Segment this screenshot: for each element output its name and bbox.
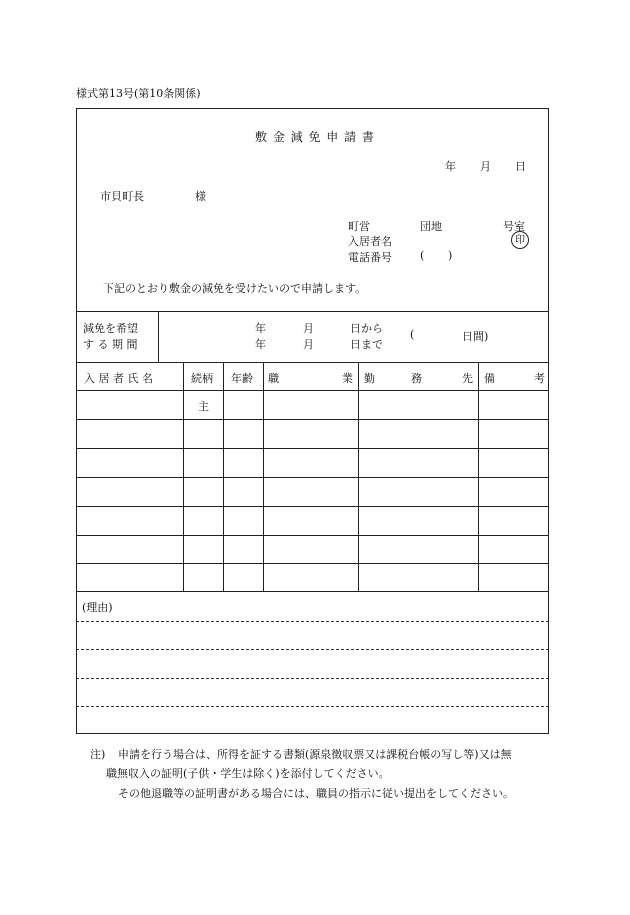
- header-relation: 続柄: [191, 372, 213, 385]
- phone-paren-close: ): [448, 249, 453, 262]
- from-day[interactable]: 日から: [350, 322, 383, 335]
- date-day[interactable]: 日: [515, 160, 526, 173]
- seal-text: 印: [515, 235, 525, 246]
- complex-label: 町営: [348, 220, 370, 233]
- table-col-line: [223, 362, 224, 591]
- to-month[interactable]: 月: [303, 338, 314, 351]
- from-month[interactable]: 月: [303, 322, 314, 335]
- room-label: 号室: [503, 220, 525, 233]
- reason-line[interactable]: [76, 621, 549, 622]
- addressee-sama: 様: [195, 190, 206, 203]
- reason-line[interactable]: [76, 649, 549, 650]
- period-label-2: す る 期 間: [83, 338, 138, 351]
- form-title: 敷 金 減 免 申 請 書: [255, 130, 375, 144]
- table-col-line: [263, 362, 264, 591]
- header-age: 年齢: [231, 372, 253, 385]
- to-day[interactable]: 日まで: [350, 338, 383, 351]
- period-divider: [158, 311, 159, 362]
- notes-prefix: 注): [90, 748, 106, 761]
- phone-paren-open: (: [420, 249, 425, 262]
- request-text: 下記のとおり敷金の減免を受けたいので申請します。: [103, 282, 367, 295]
- reason-line[interactable]: [76, 678, 549, 679]
- days-label: 日間): [462, 330, 489, 343]
- notes-line-2: 職無収入の証明(子供・学生は除く)を添付してください。: [106, 767, 390, 780]
- table-col-line: [183, 362, 184, 591]
- date-year[interactable]: 年: [445, 160, 456, 173]
- period-label-1: 減免を希望: [83, 322, 138, 335]
- notes-line-1: 申請を行う場合は、所得を証する書類(源泉徴収票又は課税台帳の写し等)又は無: [118, 748, 512, 761]
- phone-label: 電話番号: [348, 251, 392, 264]
- table-col-line: [358, 362, 359, 591]
- header-remarks-1: 備: [484, 372, 495, 385]
- header-workplace-1: 勤: [364, 372, 375, 385]
- period-top-line: [76, 311, 549, 312]
- reason-label: (理由): [82, 601, 113, 614]
- date-month[interactable]: 月: [480, 160, 491, 173]
- from-year[interactable]: 年: [255, 322, 266, 335]
- table-col-line: [478, 362, 479, 591]
- danchi-label: 団地: [420, 220, 442, 233]
- notes-line-3: その他退職等の証明書がある場合には、職員の指示に従い提出をしてください。: [118, 787, 514, 800]
- header-workplace-2: 務: [411, 372, 422, 385]
- seal-mark: [511, 231, 529, 249]
- header-occupation-1: 職: [268, 372, 279, 385]
- table-bottom-line: [76, 591, 549, 592]
- header-occupation-2: 業: [342, 372, 353, 385]
- days-paren-open: (: [410, 328, 415, 341]
- addressee-name: 市貝町長: [100, 190, 144, 203]
- resident-name-label: 入居者名: [348, 235, 392, 248]
- relation-head: 主: [198, 400, 209, 413]
- header-workplace-3: 先: [462, 372, 473, 385]
- reason-line[interactable]: [76, 706, 549, 707]
- to-year[interactable]: 年: [255, 338, 266, 351]
- header-remarks-2: 考: [534, 372, 545, 385]
- form-number: 様式第13号(第10条関係): [76, 87, 201, 100]
- header-resident-name: 入 居 者 氏 名: [84, 372, 153, 385]
